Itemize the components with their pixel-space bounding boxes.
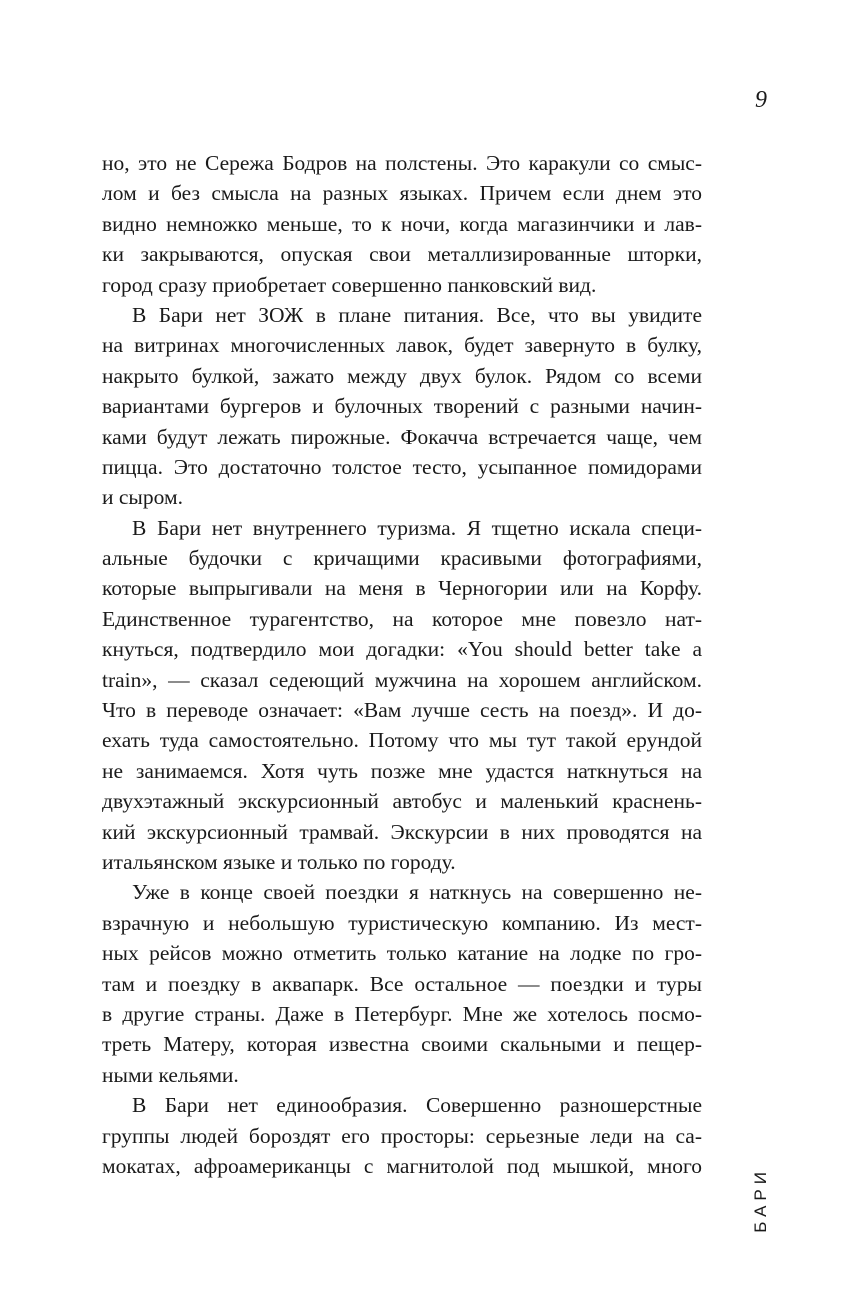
text-line: не занимаемся. Хотя чуть позже мне удастся наткнуться на <box>102 758 702 783</box>
text-line: видно немножко меньше, то к ночи, когда магазинчики и лав- <box>102 211 702 236</box>
text-line: ки закрываются, опуская свои металлизированные шторки, <box>102 242 702 267</box>
text-line: группы людей бороздят его просторы: серьезные леди на са- <box>102 1123 702 1148</box>
paragraph <box>102 148 702 300</box>
running-head: БАРИ <box>751 1167 770 1233</box>
text-line: которые выпрыгивали на меня в Черногории или на Корфу. <box>102 576 702 601</box>
paragraph <box>102 513 702 878</box>
paragraph <box>102 1090 702 1181</box>
text-line: в другие страны. Даже в Петербург. Мне же хотелось посмо- <box>102 1001 702 1026</box>
text-line: пицца. Это достаточно толстое тесто, усыпанное помидорами <box>102 454 702 479</box>
body-text <box>102 148 702 1181</box>
paragraph <box>102 877 702 1090</box>
text-line: треть Матеру, которая известна своими скальными и пещер- <box>102 1032 702 1057</box>
text-line: train», — сказал седеющий мужчина на хорошем английском. <box>102 667 702 692</box>
text-line: мокатах, афроамериканцы с магнитолой под мышкой, много <box>102 1153 702 1178</box>
text-line: там и поездку в аквапарк. Все остальное — поездки и туры <box>102 971 702 996</box>
text-line: лом и без смысла на разных языках. Причем если днем это <box>102 181 702 206</box>
text-line: накрыто булкой, зажато между двух булок. Рядом со всеми <box>102 363 702 388</box>
text-line: ных рейсов можно отметить только катание на лодке по гро- <box>102 941 702 966</box>
text-line: Уже в конце своей поездки я наткнусь на совершенно не- <box>132 880 702 905</box>
text-line: В Бари нет ЗОЖ в плане питания. Все, что вы увидите <box>132 302 702 327</box>
text-line: ехать туда самостоятельно. Потому что мы тут такой ерундой <box>102 728 702 753</box>
text-line: и сыром. <box>102 485 183 510</box>
text-line: Единственное турагентство, на которое мне повезло нат- <box>102 606 702 631</box>
text-line: двухэтажный экскурсионный автобус и маленький краснень- <box>102 789 702 814</box>
text-line: В Бари нет внутреннего туризма. Я тщетно искала специ- <box>132 515 702 540</box>
text-line: на витринах многочисленных лавок, будет завернуто в булку, <box>102 333 702 358</box>
text-line: но, это не Сережа Бодров на полстены. Это каракули со смыс- <box>102 151 702 175</box>
text-line: взрачную и небольшую туристическую компанию. Из мест- <box>102 910 702 935</box>
text-line: итальянском языке и только по городу. <box>102 849 456 874</box>
text-line: ками будут лежать пирожные. Фокачча встречается чаще, чем <box>102 424 702 449</box>
text-line: город сразу приобретает совершенно панковский вид. <box>102 272 597 297</box>
paragraph <box>102 300 702 513</box>
text-line: вариантами бургеров и булочных творений с разными начин- <box>102 394 702 419</box>
text-line: альные будочки с кричащими красивыми фотографиями, <box>102 546 702 571</box>
text-line: кий экскурсионный трамвай. Экскурсии в них проводятся на <box>102 819 702 844</box>
text-line: В Бари нет единообразия. Совершенно разношерстные <box>132 1093 702 1118</box>
text-line: ными кельями. <box>102 1062 239 1087</box>
text-line: Что в переводе означает: «Вам лучше сесть на поезд». И до- <box>102 698 702 723</box>
text-line: кнуться, подтвердило мои догадки: «You should better take a <box>102 637 702 662</box>
page-number: 9 <box>755 87 767 113</box>
